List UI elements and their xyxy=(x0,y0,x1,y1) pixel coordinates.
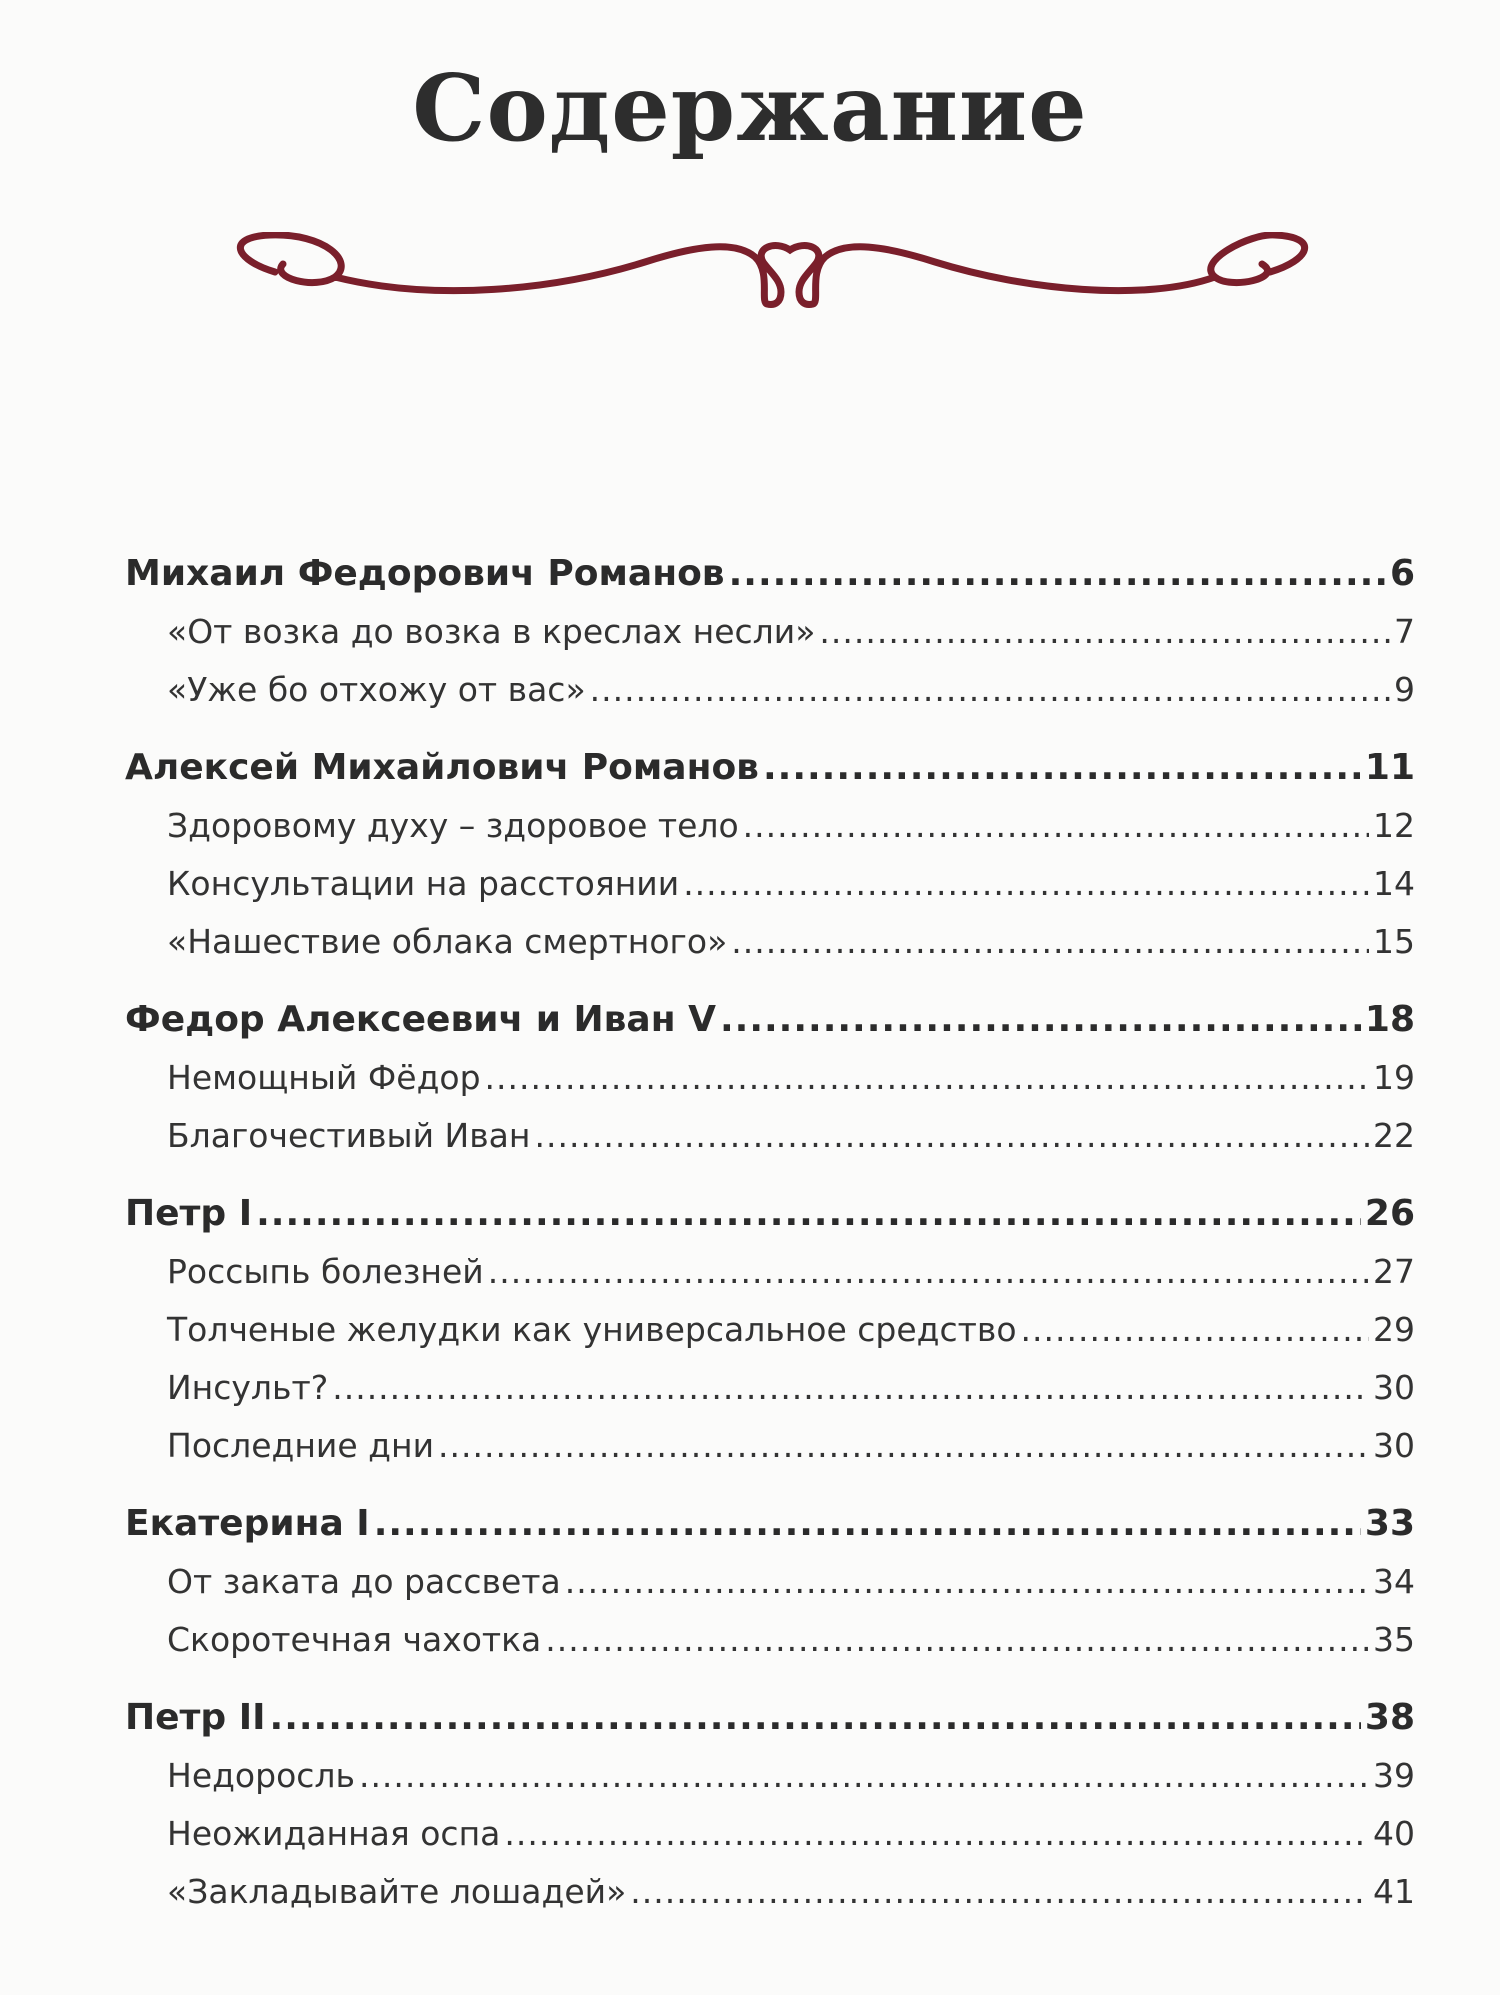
dot-leader xyxy=(743,797,1369,855)
section-page-number: 41 xyxy=(1373,1872,1415,1911)
toc-section xyxy=(125,1417,1415,1475)
toc-section xyxy=(125,603,1415,661)
section-page-number: 12 xyxy=(1373,806,1415,845)
chapter-title: Екатерина I xyxy=(125,1503,370,1544)
toc-section xyxy=(125,1301,1415,1359)
section-page-number: 19 xyxy=(1373,1058,1415,1097)
toc-section xyxy=(125,1863,1415,1921)
section-page-number: 34 xyxy=(1373,1562,1415,1601)
section-page-number: 15 xyxy=(1373,922,1415,961)
section-title: Немощный Фёдор xyxy=(167,1058,481,1097)
section-title: Неожиданная оспа xyxy=(167,1814,501,1853)
dot-leader xyxy=(488,1243,1369,1301)
toc-section xyxy=(125,1553,1415,1611)
toc-section xyxy=(125,797,1415,855)
chapter-page-number: 38 xyxy=(1364,1697,1415,1738)
dot-leader xyxy=(359,1747,1369,1805)
dot-leader xyxy=(256,1185,1361,1243)
section-title: Скоротечная чахотка xyxy=(167,1620,542,1659)
dot-leader xyxy=(534,1107,1369,1165)
toc-chapter xyxy=(125,1185,1415,1243)
chapter-page-number: 26 xyxy=(1364,1193,1415,1234)
section-title: «Уже бо отхожу от вас» xyxy=(167,670,586,709)
section-page-number: 35 xyxy=(1373,1620,1415,1659)
chapter-page-number: 33 xyxy=(1364,1503,1415,1544)
toc-chapter xyxy=(125,545,1415,603)
dot-leader xyxy=(630,1863,1369,1921)
chapter-title: Федор Алексеевич и Иван V xyxy=(125,999,716,1040)
toc-section xyxy=(125,1611,1415,1669)
dot-leader xyxy=(545,1611,1369,1669)
dot-leader xyxy=(374,1495,1361,1553)
section-page-number: 39 xyxy=(1373,1756,1415,1795)
chapter-page-number: 11 xyxy=(1364,747,1415,788)
dot-leader xyxy=(504,1805,1369,1863)
section-page-number: 40 xyxy=(1373,1814,1415,1853)
section-page-number: 14 xyxy=(1373,864,1415,903)
page-title: Содержание xyxy=(412,54,1088,162)
toc-chapter xyxy=(125,739,1415,797)
dot-leader xyxy=(565,1553,1369,1611)
table-of-contents xyxy=(125,545,1415,1921)
toc-chapter xyxy=(125,1495,1415,1553)
toc-chapter xyxy=(125,991,1415,1049)
section-title: Инсульт? xyxy=(167,1368,329,1407)
section-title: Недоросль xyxy=(167,1756,355,1795)
toc-section xyxy=(125,1747,1415,1805)
section-title: Россыпь болезней xyxy=(167,1252,484,1291)
section-title: Консультации на расстоянии xyxy=(167,864,680,903)
section-title: Здоровому духу – здоровое тело xyxy=(167,806,739,845)
dot-leader xyxy=(1021,1301,1369,1359)
chapter-title: Петр I xyxy=(125,1193,253,1234)
chapter-page-number: 6 xyxy=(1389,553,1415,594)
chapter-title: Михаил Федорович Романов xyxy=(125,553,725,594)
section-title: «От возка до возка в креслах несли» xyxy=(167,612,816,651)
toc-chapter xyxy=(125,1689,1415,1747)
dot-leader xyxy=(332,1359,1369,1417)
chapter-page-number: 18 xyxy=(1364,999,1415,1040)
dot-leader xyxy=(729,545,1386,603)
toc-section xyxy=(125,1243,1415,1301)
section-title: «Закладывайте лошадей» xyxy=(167,1872,627,1911)
dot-leader xyxy=(763,739,1361,797)
section-page-number: 7 xyxy=(1394,612,1415,651)
toc-section xyxy=(125,913,1415,971)
section-page-number: 27 xyxy=(1373,1252,1415,1291)
section-page-number: 30 xyxy=(1373,1426,1415,1465)
section-title: Благочестивый Иван xyxy=(167,1116,531,1155)
toc-section xyxy=(125,1805,1415,1863)
dot-leader xyxy=(720,991,1361,1049)
section-title: «Нашествие облака смертного» xyxy=(167,922,728,961)
dot-leader xyxy=(438,1417,1369,1475)
section-title: От заката до рассвета xyxy=(167,1562,561,1601)
chapter-title: Алексей Михайлович Романов xyxy=(125,747,759,788)
toc-section xyxy=(125,1107,1415,1165)
section-page-number: 29 xyxy=(1373,1310,1415,1349)
section-page-number: 22 xyxy=(1373,1116,1415,1155)
dot-leader xyxy=(485,1049,1369,1107)
section-title: Последние дни xyxy=(167,1426,435,1465)
toc-section xyxy=(125,1359,1415,1417)
dot-leader xyxy=(590,661,1390,719)
section-page-number: 30 xyxy=(1373,1368,1415,1407)
dot-leader xyxy=(731,913,1369,971)
toc-section xyxy=(125,855,1415,913)
section-title: Толченые желудки как универсальное средство xyxy=(167,1310,1017,1349)
dot-leader xyxy=(819,603,1390,661)
decorative-flourish xyxy=(215,232,1330,322)
dot-leader xyxy=(270,1689,1361,1747)
section-page-number: 9 xyxy=(1394,670,1415,709)
chapter-title: Петр II xyxy=(125,1697,266,1738)
toc-section xyxy=(125,1049,1415,1107)
toc-section xyxy=(125,661,1415,719)
dot-leader xyxy=(683,855,1369,913)
